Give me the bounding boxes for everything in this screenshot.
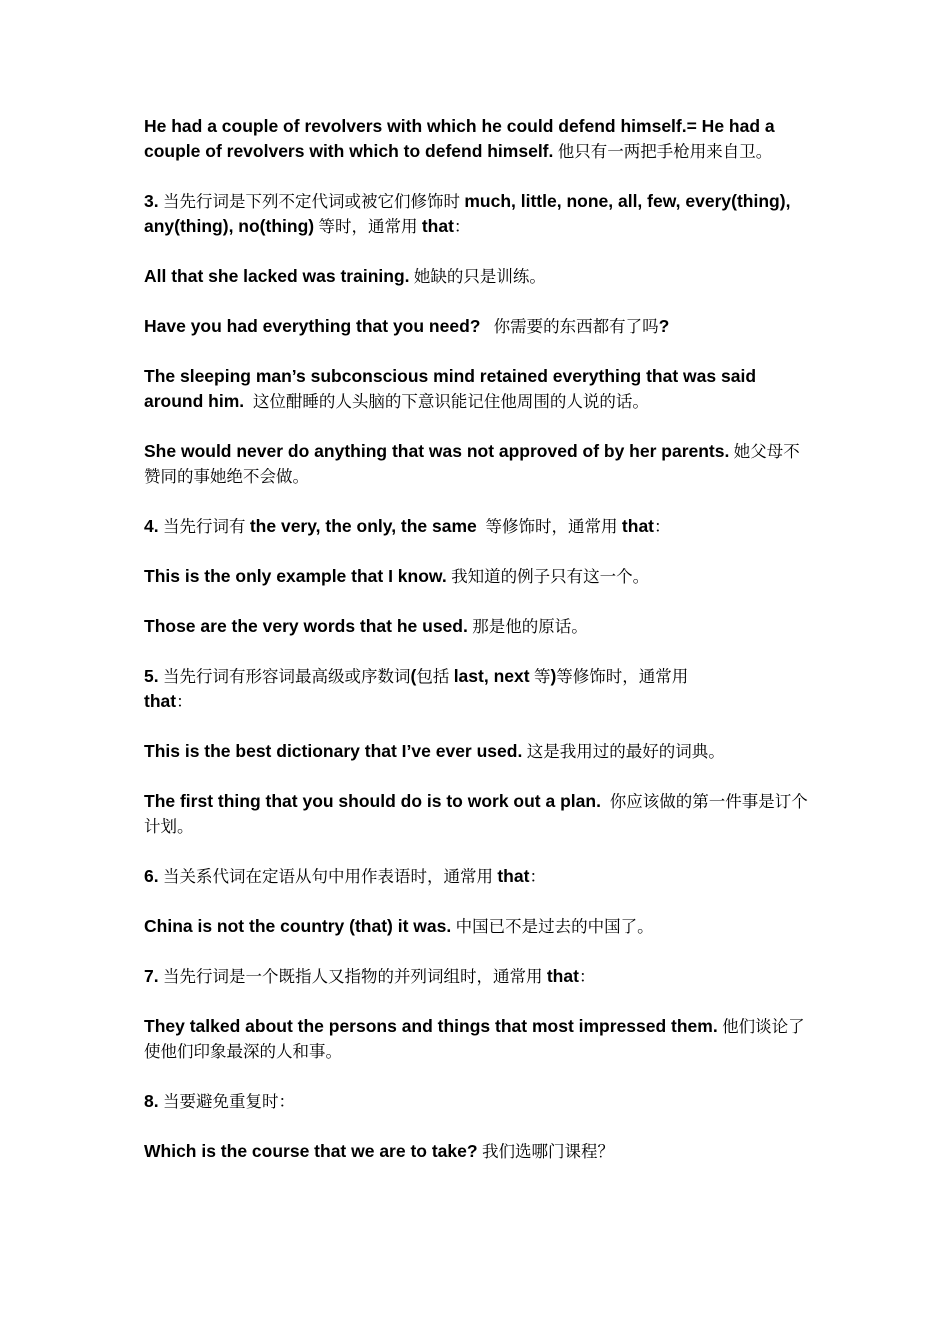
rule-3	[144, 189, 812, 239]
example-china	[144, 914, 812, 939]
rule-colon: ：	[176, 692, 193, 711]
example-revolvers	[144, 114, 812, 164]
rule-colon: ：	[453, 217, 471, 236]
example-first-thing	[144, 789, 812, 839]
example-everything-need	[144, 314, 812, 339]
rule-that: that	[497, 866, 530, 886]
example-question-mark: ?	[658, 316, 670, 336]
example-chinese: 那是他的原话。	[472, 617, 588, 636]
rule-colon: ：	[654, 517, 671, 536]
rule-text: 当先行词是下列不定代词或被它们修饰时	[162, 192, 460, 211]
document-page	[144, 114, 812, 1189]
rule-text: 包括	[416, 667, 450, 686]
rule-text: 当要避免重复时：	[162, 1092, 295, 1111]
rule-number: 8.	[144, 1091, 159, 1111]
rule-number: 4.	[144, 516, 159, 536]
example-english: Have you had everything that you need?	[144, 316, 481, 336]
example-english: She would never do anything that was not approved of by her parents.	[144, 441, 730, 461]
example-english: China is not the country (that) it was.	[144, 916, 452, 936]
example-english: The first thing that you should do is to work out a plan.	[144, 791, 601, 811]
example-chinese: 这位酣睡的人头脑的下意识能记住他周围的人说的话。	[252, 392, 649, 411]
rule-number: 7.	[144, 966, 159, 986]
rule-colon: ：	[529, 867, 546, 886]
example-english: Those are the very words that he used.	[144, 616, 468, 636]
rule-6	[144, 864, 812, 889]
example-persons-things	[144, 1014, 812, 1064]
rule-that: that	[421, 216, 454, 236]
rule-5	[144, 664, 812, 714]
rule-7	[144, 964, 812, 989]
rule-text: 等修饰时，通常用	[485, 517, 618, 536]
rule-4	[144, 514, 812, 539]
rule-number: 3.	[144, 191, 159, 211]
rule-text: 当先行词是一个既指人又指物的并列词组时，通常用	[162, 967, 543, 986]
rule-text: 当关系代词在定语从句中用作表语时，通常用	[162, 867, 493, 886]
rule-that: that	[621, 516, 654, 536]
example-training	[144, 264, 812, 289]
rule-text: 等	[533, 667, 551, 686]
rule-text: 等时，通常用	[318, 217, 418, 236]
example-chinese: 他们谈论了使他们印象最深的人和事。	[144, 1017, 805, 1061]
rule-number: 5.	[144, 666, 159, 686]
example-english: The sleeping man’s subconscious mind retained everything that was said around him.	[144, 366, 757, 411]
example-chinese: 我们选哪门课程？	[481, 1142, 614, 1161]
example-chinese: 他只有一两把手枪用来自卫。	[557, 142, 773, 161]
example-english: This is the only example that I know.	[144, 566, 447, 586]
example-english: All that she lacked was training.	[144, 266, 410, 286]
rule-paren-open: (	[410, 666, 417, 686]
rule-keywords: last, next	[453, 666, 530, 686]
rule-colon: ：	[578, 967, 596, 986]
example-chinese: 我知道的例子只有这一个。	[451, 567, 650, 586]
example-chinese: 她缺的只是训练。	[413, 267, 546, 286]
example-english: This is the best dictionary that I’ve ever used.	[144, 741, 523, 761]
example-best-dictionary	[144, 739, 812, 764]
example-course	[144, 1139, 812, 1164]
rule-text: 等修饰时，通常用	[556, 667, 689, 686]
example-chinese: 中国已不是过去的中国了。	[455, 917, 654, 936]
example-english: Which is the course that we are to take?	[144, 1141, 478, 1161]
rule-8	[144, 1089, 812, 1114]
rule-text: 当先行词有	[162, 517, 246, 536]
rule-number: 6.	[144, 866, 159, 886]
example-english: He had a couple of revolvers with which he could defend himself.= He had a couple of revolvers with which to defend himself.	[144, 116, 775, 161]
rule-keywords: much, little, none, all, few, every(thing), any(thing), no(thing)	[144, 191, 791, 236]
rule-keywords: the very, the only, the same	[249, 516, 477, 536]
rule-text: 当先行词有形容词最高级或序数词	[162, 667, 411, 686]
example-chinese: 你需要的东西都有了吗	[493, 317, 659, 336]
example-only-example	[144, 564, 812, 589]
example-chinese: 她父母不赞同的事她绝不会做。	[144, 442, 800, 486]
example-chinese: 这是我用过的最好的词典。	[526, 742, 725, 761]
rule-that: that	[144, 691, 177, 711]
example-english: They talked about the persons and things that most impressed them.	[144, 1016, 718, 1036]
rule-that: that	[546, 966, 579, 986]
rule-paren-close: )	[550, 666, 557, 686]
example-sleeping-man	[144, 364, 812, 414]
example-parents	[144, 439, 812, 489]
example-chinese: 你应该做的第一件事是订个计划。	[144, 792, 808, 836]
example-very-words	[144, 614, 812, 639]
